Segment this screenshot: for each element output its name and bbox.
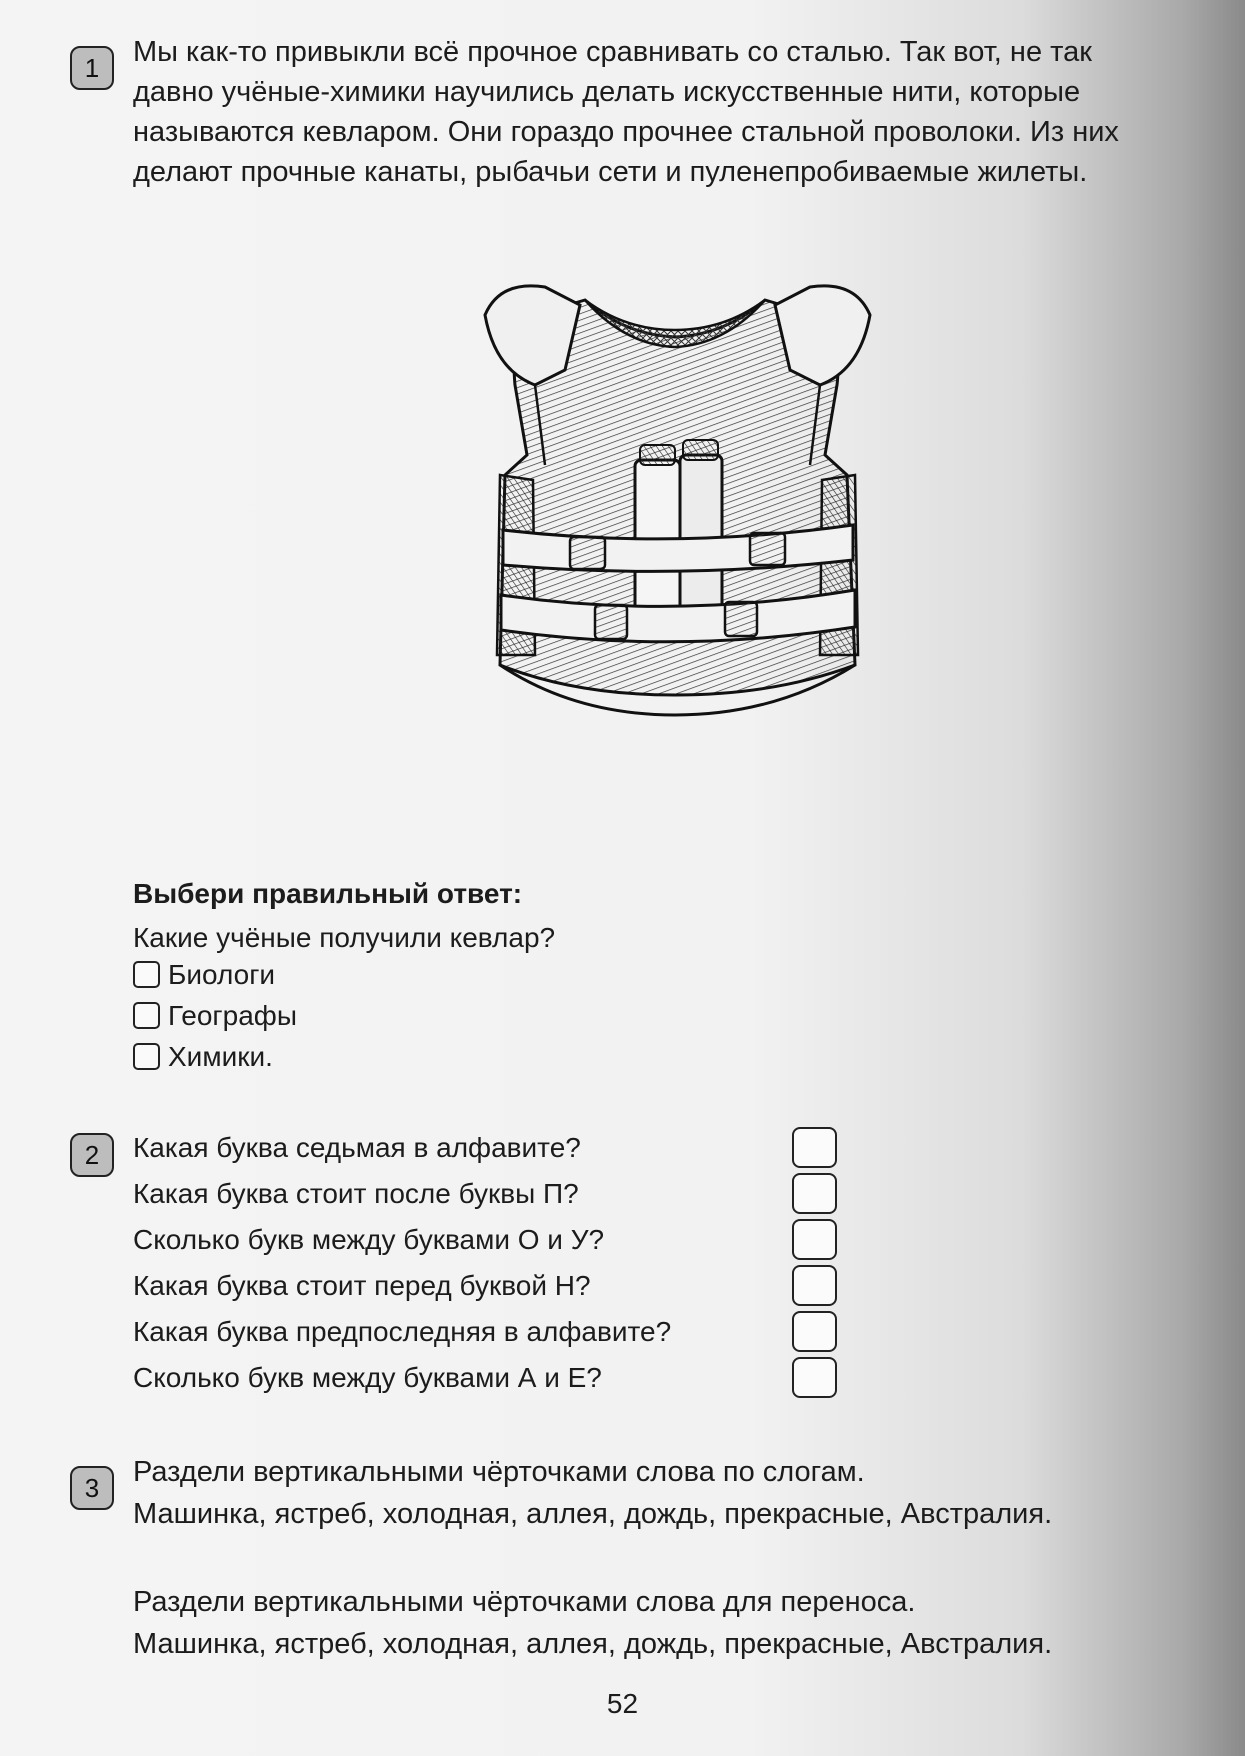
syllables-words: Машинка, ястреб, холодная, аллея, дождь, прекрасные, Австралия.	[133, 1498, 1053, 1530]
task-1-text	[133, 32, 1213, 192]
task-1-line: называются кевларом. Они гораздо прочнее стальной проволоки. Из них	[133, 116, 1119, 148]
option-geographers[interactable]	[133, 998, 297, 1034]
answer-box[interactable]	[792, 1173, 837, 1214]
bulletproof-vest-illustration	[475, 275, 880, 745]
alphabet-question: Какая буква седьмая в алфавите?	[133, 1132, 581, 1163]
task-1-line: делают прочные канаты, рыбачьи сети и пуленепробиваемые жилеты.	[133, 156, 1088, 188]
answer-box[interactable]	[792, 1219, 837, 1260]
checkbox-icon[interactable]	[133, 1043, 160, 1070]
option-biologists[interactable]	[133, 957, 275, 993]
alphabet-question: Какая буква стоит перед буквой Н?	[133, 1270, 591, 1301]
alphabet-question: Сколько букв между буквами А и Е?	[133, 1362, 602, 1393]
answer-box[interactable]	[792, 1265, 837, 1306]
checkbox-icon[interactable]	[133, 1002, 160, 1029]
answer-box[interactable]	[792, 1311, 837, 1352]
alphabet-question: Какая буква предпоследняя в алфавите?	[133, 1316, 672, 1347]
choice-heading: Выбери правильный ответ:	[133, 878, 523, 909]
answer-box[interactable]	[792, 1357, 837, 1398]
task-1-line: давно учёные-химики научились делать искусственные нити, которые	[133, 76, 1081, 108]
task-number-2-badge: 2	[70, 1133, 114, 1177]
option-chemists[interactable]	[133, 1039, 273, 1075]
option-label: Химики.	[168, 1041, 273, 1072]
page-number: 52	[606, 1688, 639, 1719]
task-number-1-badge: 1	[70, 46, 114, 90]
alphabet-question: Сколько букв между буквами О и У?	[133, 1224, 605, 1255]
option-label: Географы	[168, 1000, 297, 1031]
task-number-3-badge: 3	[70, 1466, 114, 1510]
task-1-line: Мы как-то привыкли всё прочное сравнивать со сталью. Так вот, не так	[133, 36, 1092, 68]
option-label: Биологи	[168, 959, 276, 990]
choice-question: Какие учёные получили кевлар?	[133, 922, 556, 953]
checkbox-icon[interactable]	[133, 961, 160, 988]
answer-box[interactable]	[792, 1127, 837, 1168]
hyphenation-words: Машинка, ястреб, холодная, аллея, дождь, прекрасные, Австралия.	[133, 1628, 1053, 1660]
hyphenation-instruction: Раздели вертикальными чёрточками слова для переноса.	[133, 1586, 916, 1618]
alphabet-question: Какая буква стоит после буквы П?	[133, 1178, 579, 1209]
syllables-instruction: Раздели вертикальными чёрточками слова по слогам.	[133, 1456, 865, 1488]
